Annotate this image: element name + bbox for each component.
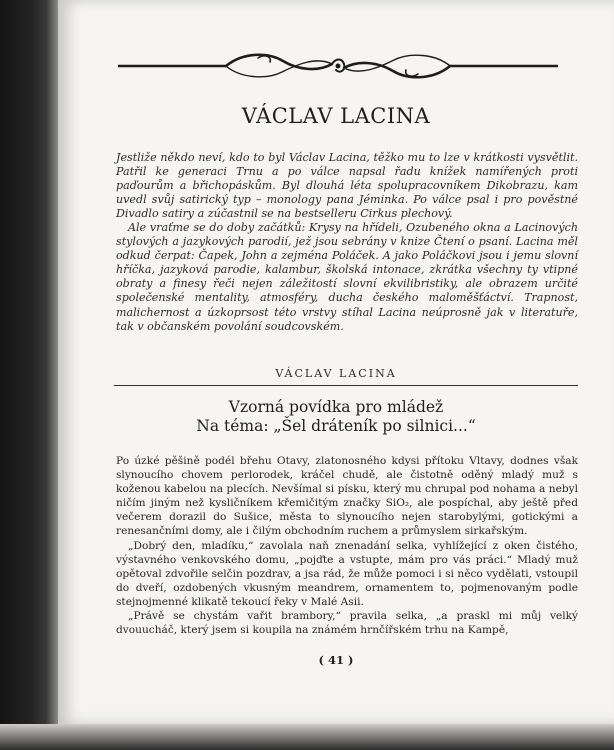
horizontal-divider [114, 385, 578, 386]
body-paragraph: „Dobrý den, mladíku,“ zavolala naň znenadání selka, vyhlížející z oken čistého, výstavného venkovského domu, „pojďte a vstupte, mám pro vás práci.“ Mladý muž opětoval zdvořile selčin pozdrav, a jsa rád, že může pomoci i si něco vydělati, vstoupil do dveří, ozdobených vkusným meandrem, ornamentem to, pojmenovaným podle stejnojmenné klikatě tekoucí řeky v Malé Asii. [116, 539, 578, 608]
page-number: ( 41 ) [318, 653, 354, 667]
book-bottom-edge [0, 724, 614, 750]
book-page [58, 0, 614, 724]
page-title: VÁCLAV LACINA [241, 104, 431, 128]
story-title-line: Vzorná povídka pro mládež [228, 398, 444, 416]
section-author-label: VÁCLAV LACINA [275, 367, 397, 380]
intro-paragraph: Ale vraťme se do doby začátků: Krysy na hřídeli, Ozubeného okna a Lacinových stylových a jazykových parodií, jež jsou sebrány v knize Čtení o psaní. Lacina měl odkud čerpat: Čapek, John a zejména Poláček. A jako Poláčkovi jsou i jemu slovní hříčka, jazyková parodie, kalambur, školská intonace, zkrátka všechny ty vtipné obraty a finesy řeči nejen záležitostí slovní ekvilibristiky, ale obrazem určité společenské mentality, atmosféry, ducha českého maloměšťáctví. Trapnost, malichernost a úzkoprsost této vrstvy stíhal Lacina neúprosně jak v literatuře, tak v občanském povolání soudcovském. [116, 221, 578, 333]
body-paragraph: Po úzké pěšině podél břehu Otavy, zlatonosného kdysi přítoku Vltavy, dodnes však slynoucího chovem perlorodek, kráčel chudě, ale čistotně oděný mladý muž s koženou kabelou na plecích. Nevšímal si písku, který mu chrupal pod nohama a nebyl ničím jiným než kysličníkem křemičitým značky SiO₂, ale pospíchal, aby ještě před večerem dorazil do Sušice, města to slynoucího nejen starobylými, gotickými a renesančními domy, ale i čilým obchodním ruchem a průmyslem sirkařským. [116, 455, 578, 538]
story-subtitle-line: Na téma: „Šel dráteník po silnici...“ [196, 417, 476, 435]
decorative-flourish-ornament [118, 44, 558, 88]
intro-paragraph: Jestliže někdo neví, kdo to byl Václav Lacina, těžko mu to lze v krátkosti vysvětlit. Patřil ke generaci Trnu a po válce napsal řadu knížek namířených proti paďourům a břichopáskům. Byl dlouhá léta spolupracovníkem Dikobrazu, kam uvedl svůj satirický typ – monology pana Jéminka. Po válce psal i pro pověstné Divadlo satiry a zúčastnil se na bestselleru Cirkus plechový. [116, 151, 578, 221]
intro-text [116, 151, 578, 334]
story-body [116, 454, 578, 637]
body-paragraph: „Právě se chystám vařit brambory,“ pravila selka, „a praskl mi můj velký dvouucháč, který jsem si koupila na známém hrnčířském trhu na Kampě, [116, 610, 578, 637]
book-binding-shadow [0, 0, 58, 750]
story-title [58, 398, 614, 436]
